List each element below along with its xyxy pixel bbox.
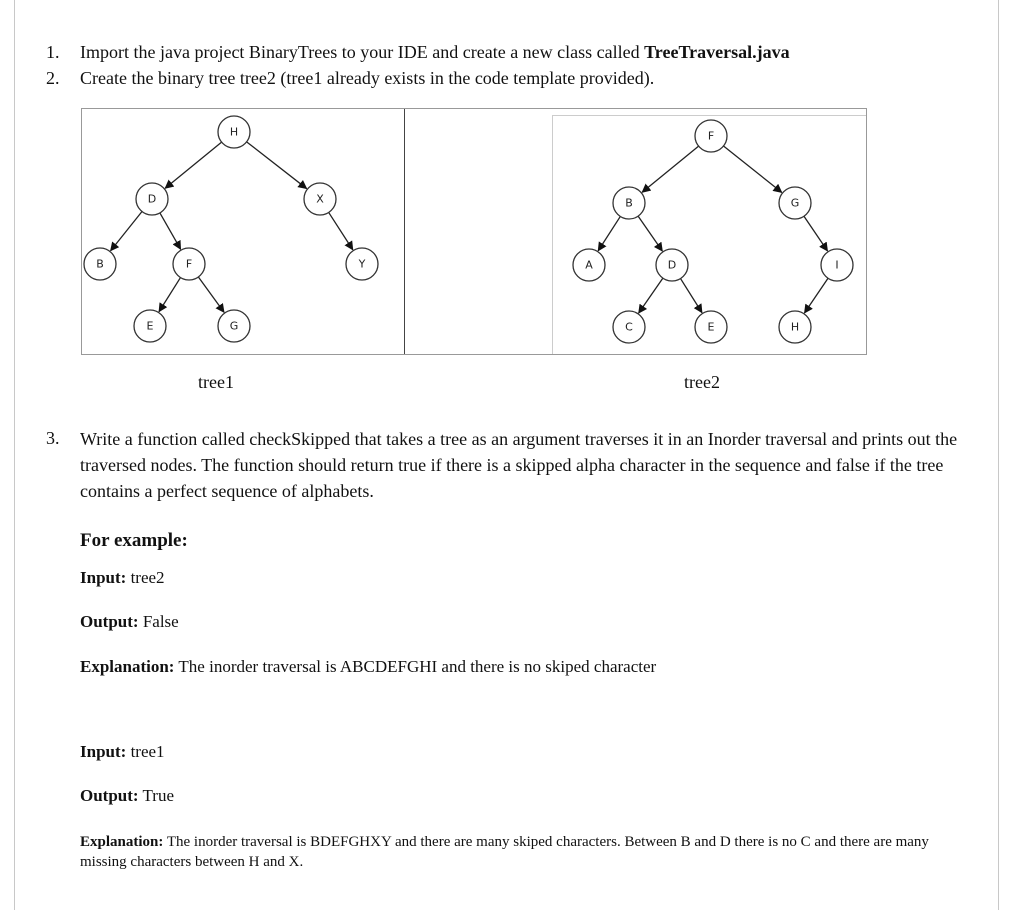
- example-2-explanation: [80, 832, 960, 872]
- tree1-node-X: [304, 183, 336, 215]
- tree2-edge-F-G: [724, 146, 782, 192]
- class-name: TreeTraversal.java: [644, 42, 790, 62]
- tree2-caption: tree2: [684, 372, 720, 392]
- tree2-node-D: [656, 249, 688, 281]
- tree2-node-B: [613, 187, 645, 219]
- tree2-node-I: [821, 249, 853, 281]
- svg-text:A: A: [585, 258, 593, 272]
- explanation-label: Explanation:: [80, 834, 164, 850]
- tree2-edge-D-C: [639, 278, 663, 313]
- step-3-number: 3.: [46, 428, 60, 448]
- svg-text:X: X: [316, 192, 324, 206]
- example-1-output: [80, 612, 179, 632]
- tree2-edge-B-A: [598, 216, 620, 250]
- example-heading: For example:: [80, 530, 188, 551]
- tree1-edge-H-D: [165, 142, 221, 188]
- tree2-edge-B-D: [638, 216, 662, 251]
- output-label: Output:: [80, 786, 139, 805]
- tree2-node-H: [779, 311, 811, 343]
- tree-diagram: [82, 109, 866, 354]
- step-1-text-body: Import the java project BinaryTrees to your IDE and create a new class called: [80, 42, 645, 62]
- example-2-output: [80, 786, 174, 806]
- svg-text:D: D: [147, 192, 157, 206]
- page-border-right: [998, 0, 999, 910]
- tree2-node-A: [573, 249, 605, 281]
- example-1-input-value: tree2: [126, 568, 165, 587]
- svg-text:G: G: [790, 196, 800, 210]
- page-border-left: [14, 0, 15, 910]
- svg-text:H: H: [790, 320, 800, 334]
- svg-text:H: H: [229, 125, 239, 139]
- step-1-number: 1.: [46, 42, 60, 62]
- svg-text:Y: Y: [358, 257, 366, 271]
- step-1-text: [80, 40, 980, 64]
- tree2-node-C: [613, 311, 645, 343]
- tree1-edge-X-Y: [329, 212, 353, 249]
- tree1-node-H: [218, 116, 250, 148]
- tree1-caption: tree1: [198, 372, 234, 392]
- example-2-input-value: tree1: [126, 742, 165, 761]
- svg-text:F: F: [707, 129, 715, 143]
- tree2-edge-G-I: [804, 216, 827, 251]
- example-2-explanation-text: The inorder traversal is BDEFGHXY and there are many skiped characters. Between B and D there is no C and there are many missing characters between H and X.: [80, 834, 929, 870]
- svg-text:E: E: [146, 319, 154, 333]
- step-2-number: 2.: [46, 68, 60, 88]
- svg-text:B: B: [625, 196, 633, 210]
- example-2-input: [80, 742, 165, 762]
- tree1-node-B: [84, 248, 116, 280]
- svg-text:E: E: [707, 320, 715, 334]
- svg-text:B: B: [96, 257, 104, 271]
- svg-text:D: D: [667, 258, 677, 272]
- tree-figure: [81, 108, 867, 355]
- tree1-edge-D-F: [160, 213, 181, 249]
- tree1-edge-D-B: [111, 211, 142, 250]
- example-1-explanation-text: The inorder traversal is ABCDEFGHI and there is no skiped character: [174, 657, 657, 676]
- step-3-text: Write a function called checkSkipped that takes a tree as an argument traverses it in an Inorder traversal and prints out the traversed nodes. The function should return true if there is a skipped alpha character in the sequence and false if the tree contains a perfect sequence of alphabets.: [80, 429, 958, 501]
- example-1-explanation: [80, 657, 656, 677]
- svg-text:C: C: [625, 320, 633, 334]
- tree1-node-G: [218, 310, 250, 342]
- tree2-node-F: [695, 120, 727, 152]
- tree1-node-Y: [346, 248, 378, 280]
- tree1-node-F: [173, 248, 205, 280]
- tree1-edge-F-G: [198, 277, 224, 312]
- svg-text:G: G: [229, 319, 239, 333]
- step-2-text: Create the binary tree tree2 (tree1 already exists in the code template provided).: [80, 68, 655, 88]
- tree1-edge-F-E: [159, 278, 180, 312]
- tree1-edge-H-X: [247, 142, 307, 189]
- tree2-edge-I-H: [805, 278, 828, 313]
- example-1-input: [80, 568, 165, 588]
- example-1-output-value: False: [138, 612, 179, 631]
- tree1-node-D: [136, 183, 168, 215]
- tree2-edge-F-B: [642, 146, 698, 192]
- example-2-output-value: True: [138, 786, 175, 805]
- svg-text:I: I: [835, 258, 839, 272]
- output-label: Output:: [80, 612, 139, 631]
- input-label: Input:: [80, 742, 127, 761]
- explanation-label: Explanation:: [80, 657, 175, 676]
- input-label: Input:: [80, 568, 127, 587]
- tree2-edge-D-E: [681, 279, 702, 313]
- tree2-node-G: [779, 187, 811, 219]
- tree1-node-E: [134, 310, 166, 342]
- svg-text:F: F: [185, 257, 193, 271]
- tree2-node-E: [695, 311, 727, 343]
